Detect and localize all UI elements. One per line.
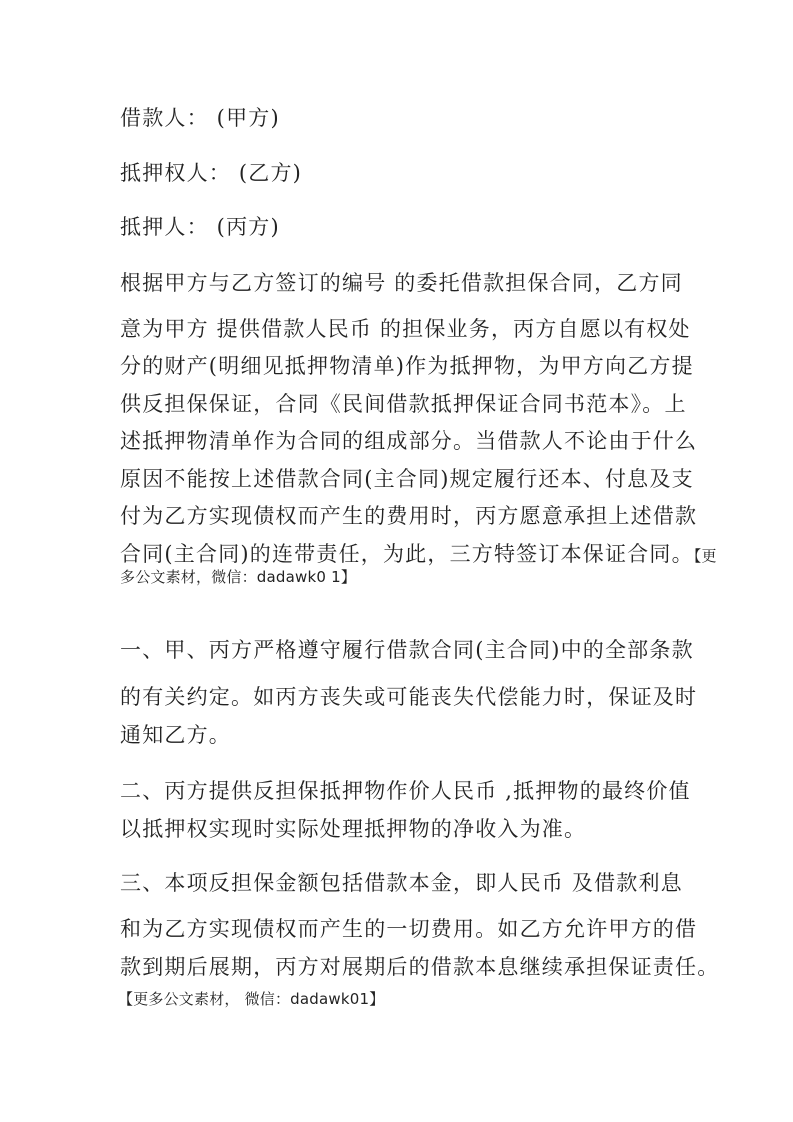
intro-line-text: 合同(主合同)的连带责任，为此，三方特签订本保证合同。 (120, 542, 694, 566)
promo-text: 多公文素材，微信：dadawk0 1】 (120, 568, 357, 586)
clause-2-line: 以抵押权实现时实际处理抵押物的净收入为准。 (120, 817, 587, 841)
intro-line: 原因不能按上述借款合同(主合同)规定履行还本、付息及支 (120, 467, 694, 491)
party-mortgagor: 抵押人： (丙方) (120, 215, 280, 239)
intro-line: 根据甲方与乙方签订的编号 的委托借款担保合同，乙方同 (120, 271, 683, 295)
clause-2-line: 二、丙方提供反担保抵押物作价人民币 ,抵押物的最终价值 (120, 779, 691, 803)
clause-1-line: 的有关约定。如丙方丧失或可能丧失代偿能力时，保证及时 (120, 685, 698, 709)
clause-1-line: 通知乙方。 (120, 723, 231, 747)
clause-3-line: 款到期后展期，丙方对展期后的借款本息继续承担保证责任。 (120, 955, 720, 979)
intro-line: 述抵押物清单作为合同的组成部分。当借款人不论由于什么 (120, 429, 698, 453)
intro-line: 分的财产(明细见抵押物清单)作为抵押物，为甲方向乙方提 (120, 354, 694, 378)
party-mortgagee: 抵押权人： (乙方) (120, 161, 303, 185)
intro-line: 供反担保保证，合同《民间借款抵押保证合同书范本》。上 (120, 392, 687, 416)
promo-text: 【更 (693, 547, 717, 565)
clause-3-line: 和为乙方实现债权而产生的一切费用。如乙方允许甲方的借 (120, 917, 698, 941)
intro-line: 付为乙方实现债权而产生的费用时，丙方愿意承担上述借款 (120, 504, 698, 528)
clause-1-line: 一、甲、丙方严格遵守履行借款合同(主合同)中的全部条款 (120, 638, 694, 662)
promo-text: 【更多公文素材， 微信：dadawk01】 (118, 990, 385, 1008)
party-borrower: 借款人： (甲方) (120, 106, 280, 130)
intro-line: 意为甲方 提供借款人民币 的担保业务，丙方自愿以有权处 (120, 317, 691, 341)
clause-3-line: 三、本项反担保金额包括借款本金，即人民币 及借款利息 (120, 871, 683, 895)
